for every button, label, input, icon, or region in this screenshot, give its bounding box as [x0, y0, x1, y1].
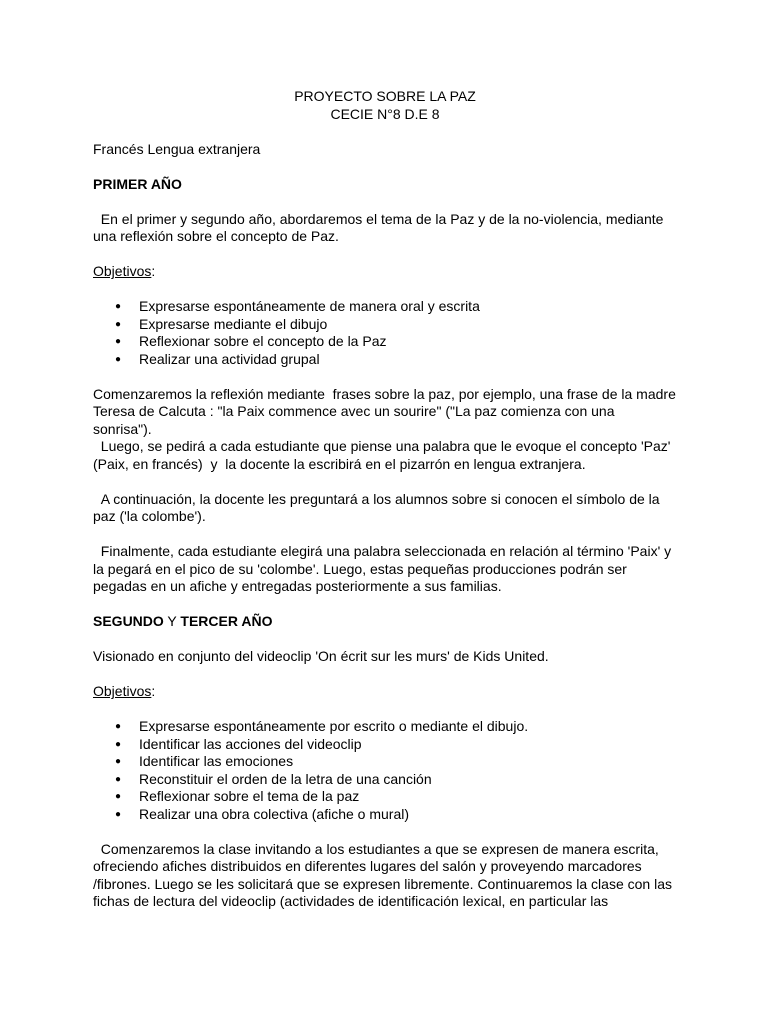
primer-objetivos-list — [93, 298, 677, 368]
primer-paragraph-1b: Luego, se pedirá a cada estudiante que piense una palabra que le evoque el concepto 'Paz' (Paix, en francés) y la docente la escribirá en el pizarrón en lengua extranjera. — [93, 438, 675, 472]
primer-intro: En el primer y segundo año, abordaremos el tema de la Paz y de la no-violencia, mediante una reflexión sobre el concepto de Paz. — [93, 210, 668, 244]
list-item: ● Reflexionar sobre el tema de la paz — [93, 788, 677, 806]
list-item: ● Identificar las emociones — [93, 753, 677, 771]
objetivos-label-colon: : — [151, 683, 156, 699]
list-item: ● Reflexionar sobre el concepto de la Paz — [93, 333, 677, 351]
primer-paragraph-1: Comenzaremos la reflexión mediante frases sobre la paz, por ejemplo, una frase de la madre Teresa de Calcuta : "la Paix commence avec un sourire" ("La paz comienza con una sonrisa"). — [93, 385, 680, 437]
list-item: ● Expresarse espontáneamente de manera oral y escrita — [93, 298, 677, 316]
primer-paragraph-2: A continuación, la docente les preguntará a los alumnos sobre si conocen el símbolo de la paz ('la colombe'). — [93, 490, 664, 524]
document-page — [93, 88, 680, 911]
primer-objetivos-label — [93, 263, 677, 281]
list-item: ● Realizar una obra colectiva (afiche o mural) — [93, 806, 677, 824]
segundo-heading-and: Y — [163, 613, 181, 629]
list-item: ● Realizar una actividad grupal — [93, 351, 677, 369]
segundo-heading-a: SEGUNDO — [93, 613, 164, 629]
list-item: ● Expresarse mediante el dibujo — [93, 316, 677, 334]
list-item: ● Identificar las acciones del videoclip — [93, 736, 677, 754]
objetivos-label-text: Objetivos — [93, 683, 152, 699]
segundo-paragraph-1: Comenzaremos la clase invitando a los estudiantes a que se expresen de manera escrita, ofreciendo afiches distribuidos en diferentes lugares del salón y proveyendo marcadores /fibrones. Luego se les solicitará que se expresen libremente. Continuaremos la clase con las fichas de lectura del videoclip (actividades de identificación lexical, en particular las — [93, 840, 676, 909]
school-name: CECIE N°8 D.E 8 — [330, 105, 440, 122]
segundo-objetivos-list — [93, 718, 677, 823]
list-item: ● Reconstituir el orden de la letra de una canción — [93, 771, 677, 789]
list-item: ● Expresarse espontáneamente por escrito o mediante el dibujo. — [93, 718, 677, 736]
objetivos-label-text: Objetivos — [93, 263, 152, 279]
document-title: PROYECTO SOBRE LA PAZ — [294, 88, 476, 104]
primer-paragraph-3: Finalmente, cada estudiante elegirá una palabra seleccionada en relación al término 'Paix' y la pegará en el pico de su 'colombe'. Luego, estas pequeñas producciones podrán ser pegadas en un afiche y entregadas posteriormente a sus familias. — [93, 543, 676, 594]
objetivos-label-colon: : — [151, 263, 156, 279]
primer-heading: PRIMER AÑO — [93, 175, 182, 192]
segundo-intro: Visionado en conjunto del videoclip 'On écrit sur les murs' de Kids United. — [93, 648, 549, 664]
segundo-heading-b: TERCER AÑO — [180, 613, 273, 629]
subject-line: Francés Lengua extranjera — [93, 140, 261, 157]
segundo-heading — [93, 613, 677, 631]
segundo-objetivos-label — [93, 683, 677, 701]
